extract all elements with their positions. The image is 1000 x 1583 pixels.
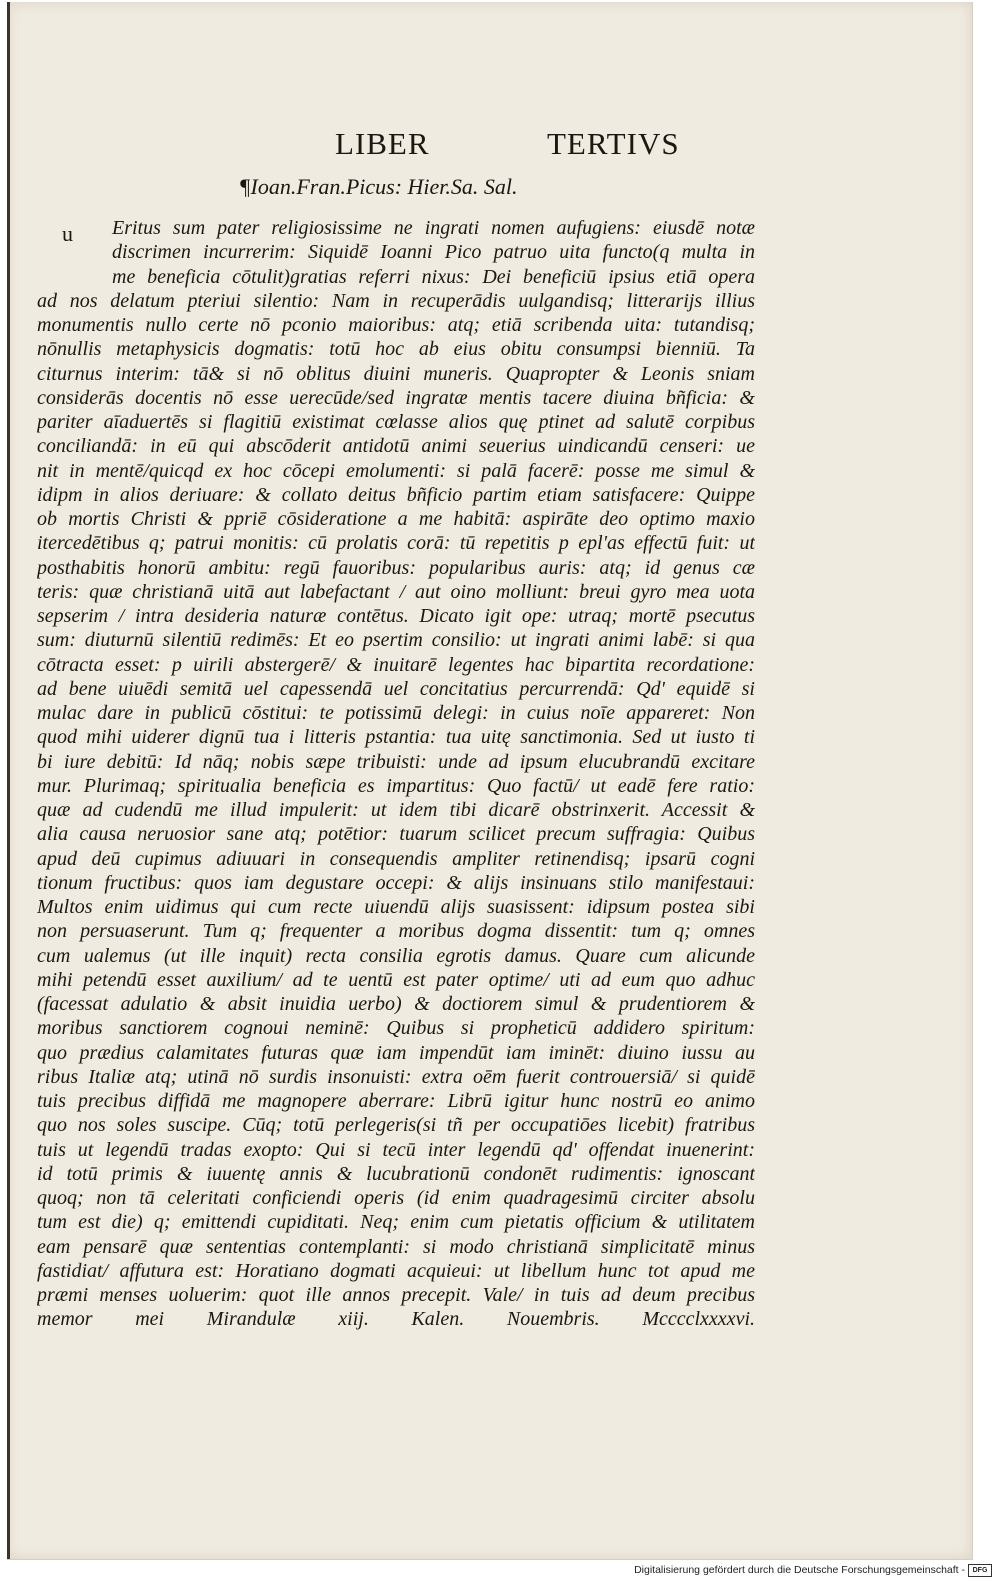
running-head [7,126,972,162]
text-line: moribus sanctiorem cognoui neminē: Quibus si propheticū addidero spiritum: [37,1017,755,1040]
text-line: discrimen incurrerim: Siquidē Ioanni Pico patruo uita functo(q multa in [112,241,755,264]
text-line: bi iure debitū: Id nāq; nobis sæpe tribuisti: unde ad ipsum elucubrandū excitare [37,750,755,773]
page-binding-edge [7,2,10,1559]
text-line: mihi petendū esset auxilium/ ad te uentū est pater optime/ uti ad eum quo adhuc [37,968,755,991]
text-line: mur. Plurimaq; spiritualia beneficia es impartitus: Quo factū/ ut eadē fere ratio: [37,774,755,797]
text-line: ad nos delatum pteriui silentio: Nam in recuperādis uulgandisq; litterarijs illius [37,289,755,312]
letter-salutation: ¶Ioan.Fran.Picus: Hier.Sa. Sal. [239,174,518,199]
text-line: tionum fructibus: quos iam degustare occepi: & alijs insinuans stilo manifestaui: [37,871,755,894]
text-line: memor mei Mirandulæ xiij. Kalen. Nouembris. Mcccclxxxxvi. [37,1308,755,1331]
text-line: teris: quæ christianā uitā aut labefactant / aut oino molliunt: breui gyro mea uota [37,580,755,603]
text-line: non persuaserunt. Tum q; frequenter a moribus dogma dissentit: tum q; omnes [37,920,755,943]
text-line: tuis precibus diffidā me magnopere aberrare: Librū igitur hunc nostrū eo animo [37,1090,755,1112]
letter-body [37,216,755,1332]
text-line: cōtracta esset: p uirili abstergerē/ & inuitarē legentes hac bipartita recordatione: [37,653,755,676]
text-line: apud deū cupimus adiuuari in consequendis ampliter retinendisq; ipsarū cogni [37,847,755,870]
text-line: considerās docentis nō esse uerecūde/sed ingratæ mentis tacere diuina bñficia: & [37,386,755,409]
footer-text: Digitalisierung gefördert durch die Deutsche Forschungsgemeinschaft - [634,1564,965,1576]
text-line: posthabitis honorū ambitu: regū fauoribus: popularibus auris: atq; id genus cæ [37,556,755,579]
text-line: fastidiat/ affutura est: Horatiano dogmati acquieui: ut libellum hunc tot apud me [37,1259,755,1282]
text-line: sepserim / intra desideria naturæ contētus. Dicato igit ope: utraq; mortē psecutus [37,605,755,627]
text-line: Eritus sum pater religiosissime ne ingrati nomen aufugiens: eiusdē notæ [112,217,755,239]
text-line: pariter aīaduertēs si flagitiū existimat cœlasse alios quę ptinet ad salutē corpibus [37,411,755,433]
text-line: eam pensarē quæ sententias contemplanti: si modo christianā simplicitatē minus [37,1235,755,1258]
text-line: quæ ad cudendū me illud impulerit: ut idem tibi dicarē obstrinxerit. Accessit & [37,799,755,821]
text-line: præmi menses uoluerim: quot ille annos precepit. Vale/ in tuis ad deum precibus [37,1284,755,1306]
text-line: monumentis nullo certe nō pconio maioribus: atq; etiā scribenda uita: tutandisq; [37,314,755,336]
text-line: quoq; non tā celeritati conficiendi operis (id enim quadragesimū circiter absolu [37,1187,755,1209]
guide-letter: u [62,221,73,246]
text-line: me beneficia cōtulit)gratias referri nixus: Dei beneficiū ipsius etiā opera [112,265,755,288]
text-line: ob mortis Christi & ppriē cōsideratione a me habitā: aspirāte deo optimo maxio [37,508,755,530]
text-line: nōnullis metaphysicis dogmatis: totū hoc ab eius obitu consumpsi bienniū. Ta [37,338,755,361]
text-line: ribus Italiæ atq; utinā nō surdis insonuisti: extra oēm fuerit controuersiā/ si quidē [37,1065,755,1088]
text-line: tuis ut legendū tradas exopto: Qui si tecū inter legendū qd' offendat inuenerint: [37,1138,755,1161]
running-head-left: LIBER [335,126,430,161]
text-line: quod mihi uiderer dignū tua i litteris pstantia: tua uitę sanctimonia. Sed ut iusto ti [37,726,755,749]
text-line: sum: diuturnū silentiū redimēs: Et eo psertim consilio: ut ingrati animi labē: si qua [37,629,755,652]
dfg-logo-icon: DFG [968,1564,992,1577]
text-line: quo nos soles suscipe. Cūq; totū perlegeris(si tñ per occupatiōes licebit) fratribus [37,1114,755,1137]
running-head-right: TERTIVS [547,126,680,161]
text-line: mulac dare in publicū cōstitui: te potissimū delegi: in cuius noīe appareret: Non [37,702,755,724]
digitization-footer [634,1563,992,1577]
text-line: Multos enim uidimus qui cum recte uiuendū alijs suasissent: idipsum postea sibi [37,896,755,918]
text-line: cum ualemus (ut ille inquit) recta consilia egrotis damus. Quare cum alicunde [37,944,755,967]
text-line: ad bene uiuēdi semitā uel capessendā uel concitatius percurrendā: Qd' equidē si [37,677,755,700]
text-line: id totū primis & iuuentę annis & lucubrationū condonēt rudimentis: ignoscant [37,1162,755,1185]
text-line: citurnus interim: tā& si nō oblitus diuini muneris. Quapropter & Leonis sniam [37,362,755,385]
text-line: tum est die) q; emittendi cupiditati. Neq; enim cum pietatis officium & utilitatem [37,1211,755,1234]
book-page [7,2,973,1560]
text-line: idipm in alios deriuare: & collato deitus bñficio partim etiam satisfacere: Quippe [37,483,755,506]
text-line: (facessat adulatio & absit inuidia uerbo) & doctiorem simul & prudentiorem & [37,993,755,1015]
text-line: quo prædius calamitates futuras quæ iam impendūt iam iminēt: diuino iussu au [37,1041,755,1064]
text-line: itercedētibus q; patrui monitis: cū prolatis corā: tū repetitis p epl'as effectū fuit: ut [37,532,755,555]
text-line: conciliandā: in eū qui abscōderit antidotū animi seuerius uindicandū censeri: ue [37,435,755,458]
text-line: nit in mentē/quicqd ex hoc cōcepi emolumenti: si palā facerē: posse me simul & [37,459,755,482]
text-line: alia causa neruosior sane atq; potētior: tuarum scilicet precum suffragia: Quibus [37,823,755,846]
